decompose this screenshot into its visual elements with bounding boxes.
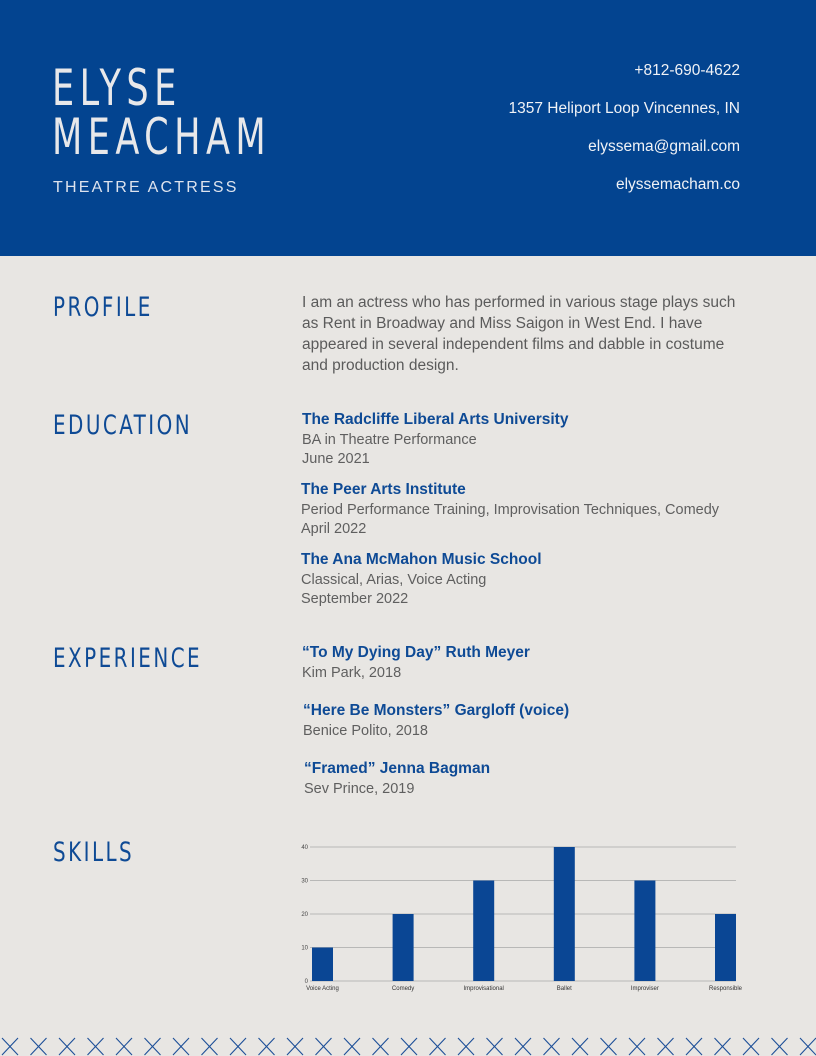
skills-heading: SKILLS [53, 837, 135, 868]
y-tick-label: 40 [301, 845, 308, 851]
skills-chart [296, 836, 746, 996]
experience-heading: EXPERIENCE [53, 643, 203, 674]
x-category-label: Improviser [630, 986, 659, 992]
x-category-label: Voice Acting [306, 986, 339, 992]
contact-phone: +812-690-4622 [634, 62, 740, 79]
first-name: ELYSE [52, 59, 182, 117]
experience-role: “To My Dying Day” Ruth Meyer [302, 644, 530, 661]
x-category-label: Comedy [391, 986, 415, 992]
education-school: The Peer Arts Institute [301, 481, 466, 498]
header-banner [0, 0, 816, 256]
experience-role: “Here Be Monsters” Gargloff (voice) [303, 702, 570, 719]
education-detail: Period Performance Training, Improvisation Techniques, Comedy [301, 502, 720, 518]
profile-heading: PROFILE [53, 292, 153, 323]
y-tick-label: 20 [301, 912, 308, 918]
job-title: THEATRE ACTRESS [53, 179, 239, 196]
contact-address: 1357 Heliport Loop Vincennes, IN [508, 100, 740, 117]
education-detail: Classical, Arias, Voice Acting [301, 572, 487, 588]
decorative-x-pattern [0, 1037, 816, 1056]
education-school: The Ana McMahon Music School [301, 551, 542, 568]
experience-role: “Framed” Jenna Bagman [304, 760, 491, 777]
skill-bar [393, 914, 414, 981]
contact-website[interactable]: elyssemacham.co [615, 176, 740, 193]
x-category-label: Responsible [708, 986, 743, 992]
x-mark-icon [373, 1038, 389, 1055]
x-mark-icon [715, 1038, 731, 1055]
last-name: MEACHAM [52, 108, 272, 166]
x-mark-icon [772, 1038, 788, 1055]
skill-bar [554, 847, 575, 981]
education-date: June 2021 [302, 451, 370, 467]
x-mark-icon [202, 1038, 218, 1055]
experience-detail: Benice Polito, 2018 [303, 723, 428, 739]
x-mark-icon [287, 1038, 303, 1055]
x-mark-icon [316, 1038, 332, 1055]
x-mark-icon [344, 1038, 360, 1055]
education-date: April 2022 [301, 521, 367, 537]
x-mark-icon [88, 1038, 104, 1055]
x-mark-icon [544, 1038, 560, 1055]
x-mark-icon [629, 1038, 645, 1055]
x-mark-icon [800, 1038, 816, 1055]
y-tick-label: 30 [301, 878, 308, 885]
skill-bar [312, 948, 333, 982]
y-tick-label: 0 [304, 979, 308, 985]
x-mark-icon [515, 1038, 531, 1055]
x-mark-icon [572, 1038, 588, 1055]
x-mark-icon [173, 1038, 189, 1055]
x-mark-icon [430, 1038, 446, 1055]
x-mark-icon [458, 1038, 474, 1055]
x-mark-icon [601, 1038, 617, 1055]
skill-bar [715, 914, 736, 981]
x-mark-icon [2, 1038, 18, 1055]
education-detail: BA in Theatre Performance [302, 432, 477, 448]
x-mark-icon [145, 1038, 161, 1055]
x-mark-icon [686, 1038, 702, 1055]
x-mark-icon [230, 1038, 246, 1055]
x-mark-icon [487, 1038, 503, 1055]
x-category-label: Ballet [556, 986, 572, 992]
x-mark-icon [259, 1038, 275, 1055]
x-mark-icon [743, 1038, 759, 1055]
experience-detail: Kim Park, 2018 [302, 665, 402, 681]
education-date: September 2022 [301, 591, 409, 607]
contact-email[interactable]: elyssema@gmail.com [588, 138, 740, 155]
skill-bar [473, 881, 494, 982]
profile-text: I am an actress who has performed in various stage plays such as Rent in Broadway and Miss Saigon in West End. I have appeared in several independent films and dabble in costume and production design. [302, 294, 736, 374]
x-mark-icon [401, 1038, 417, 1055]
x-category-label: Improvisational [463, 986, 504, 992]
y-tick-label: 10 [301, 945, 308, 952]
skill-bar [634, 881, 655, 982]
x-mark-icon [658, 1038, 674, 1055]
x-mark-icon [59, 1038, 75, 1055]
experience-detail: Sev Prince, 2019 [304, 781, 415, 797]
x-mark-icon [31, 1038, 47, 1055]
x-mark-icon [116, 1038, 132, 1055]
education-school: The Radcliffe Liberal Arts University [302, 411, 569, 428]
education-heading: EDUCATION [53, 410, 193, 441]
